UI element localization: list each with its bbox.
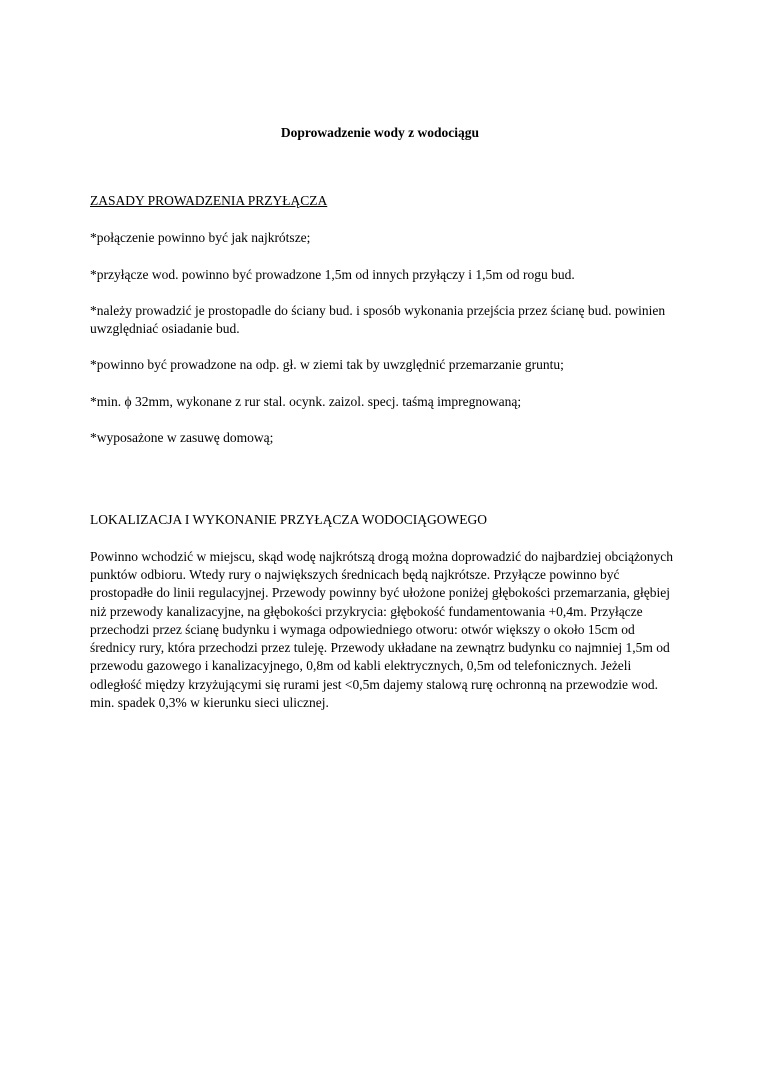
- list-item: *należy prowadzić je prostopadle do ściany bud. i sposób wykonania przejścia przez ścianę bud. powinien uwzględniać osiadanie bud.: [90, 302, 666, 337]
- list-item: *powinno być prowadzone na odp. gł. w ziemi tak by uwzględnić przemarzanie gruntu;: [90, 357, 564, 373]
- section-heading-rules: ZASADY PROWADZENIA PRZYŁĄCZA: [90, 193, 328, 208]
- document-body: [90, 192, 680, 712]
- list-item: *min. ϕ 32mm, wykonane z rur stal. ocynk. zaizol. specj. taśmą impregnowaną;: [90, 393, 522, 409]
- list-item: *wyposażone w zasuwę domową;: [90, 430, 274, 446]
- section-spacer: [90, 465, 680, 511]
- section-heading-location: LOKALIZACJA I WYKONANIE PRZYŁĄCZA WODOCIĄGOWEGO: [90, 512, 487, 528]
- document-title: Doprowadzenie wody z wodociągu: [280, 125, 480, 140]
- body-paragraph: Powinno wchodzić w miejscu, skąd wodę najkrótszą drogą można doprowadzić do najbardziej obciążonych punktów odbioru. Wtedy rury o największych średnicach będą najkrótsze. Przyłącze powinno być prostopadłe do linii regulacyjnej. Przewody powinny być ułożone poniżej głębokości przemarzania, głębiej niż przewody kanalizacyjne, na głębokości przykrycia: głębokość fundamentowania +0,4m. Przyłącze przechodzi przez ścianę budynku i wymaga odpowiedniego otworu: otwór większy o około 15cm od średnicy rury, która przechodzi przez tuleję. Przewody układane na zewnątrz budynku co najmniej 1,5m od przewodu gazowego i kanalizacyjnego, 0,8m od kabli elektrycznych, 0,5m od telefonicznych. Jeżeli odległość między krzyżującymi się rurami jest <0,5m dajemy stalową rurę ochronną na przewodzie wod. min. spadek 0,3% w kierunku sieci ulicznej.: [90, 548, 673, 711]
- list-item: *połączenie powinno być jak najkrótsze;: [90, 230, 311, 246]
- list-item: *przyłącze wod. powinno być prowadzone 1,5m od innych przyłączy i 1,5m od rogu bud.: [90, 266, 575, 282]
